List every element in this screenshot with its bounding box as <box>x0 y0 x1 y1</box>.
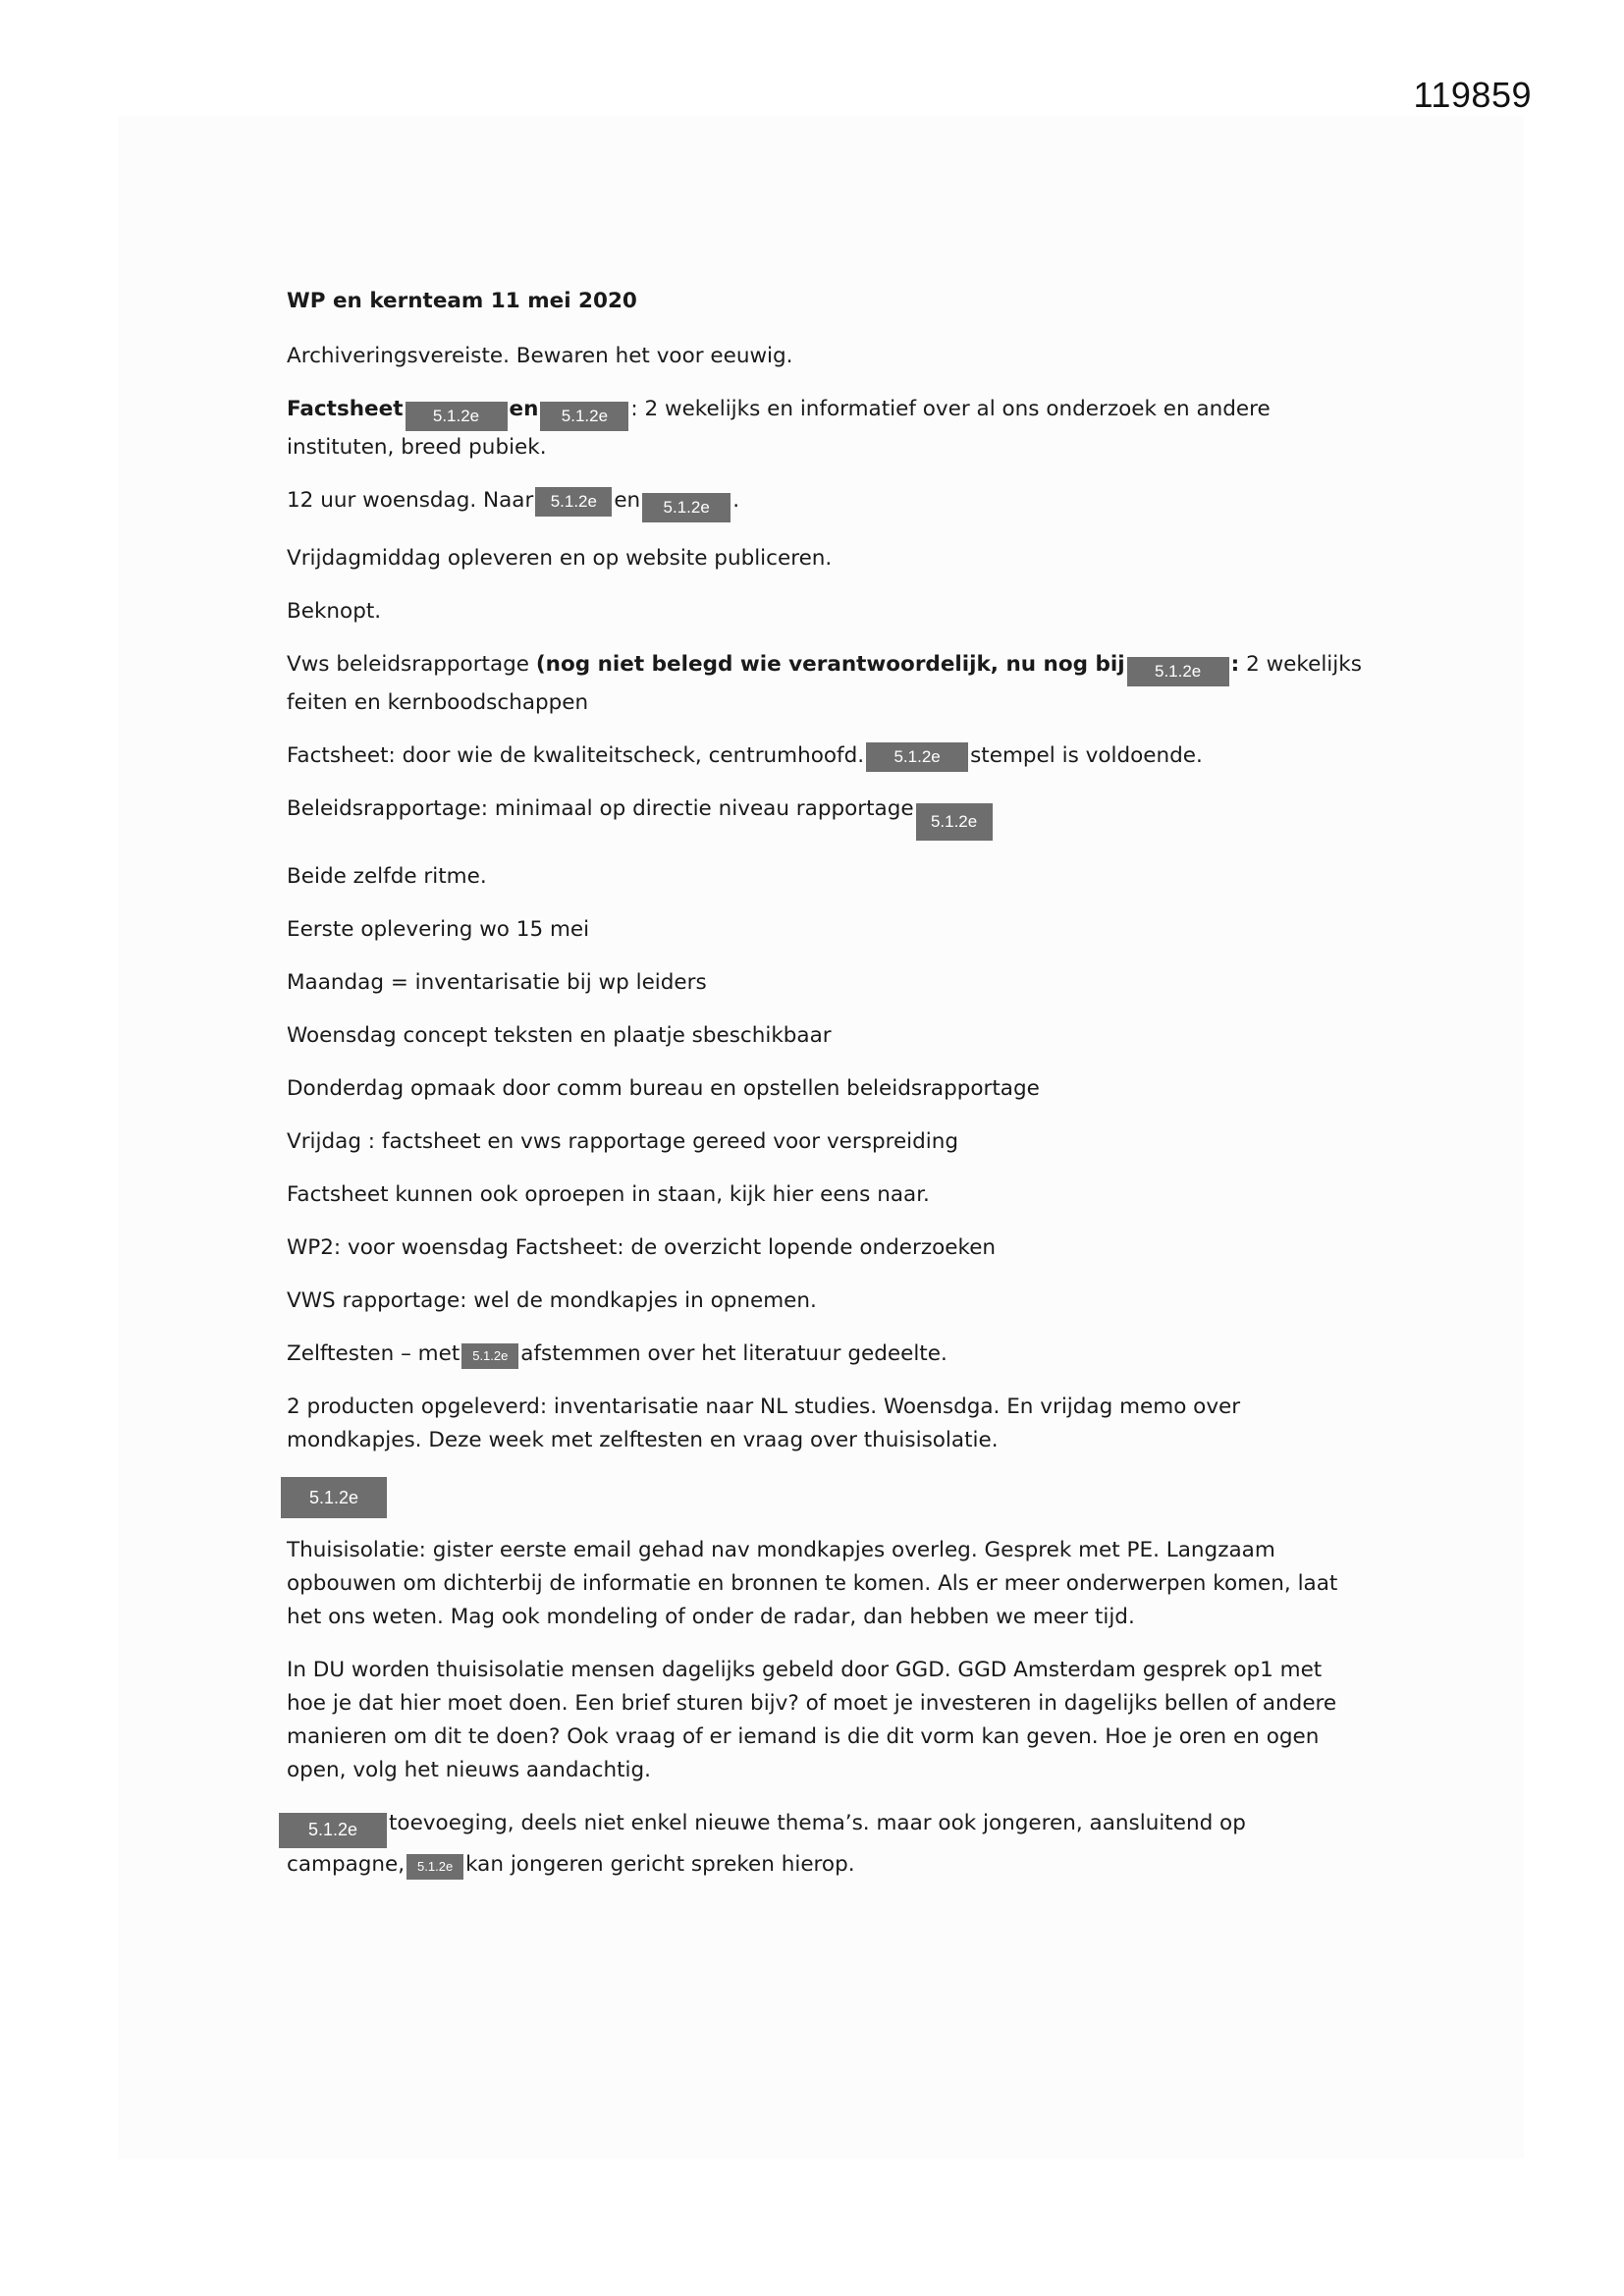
paragraph-vws <box>287 648 1367 720</box>
factsheet-text: : 2 wekelijks en informatief over al ons onderzoek en andere <box>630 397 1271 421</box>
paragraph-factsheet <box>287 393 1367 465</box>
redaction-box: 5.1.2e <box>540 402 628 431</box>
redaction-box: 5.1.2e <box>461 1343 518 1369</box>
beleids-text: Beleidsrapportage: minimaal op directie niveau rapportage <box>287 796 914 821</box>
factsheet-en: en <box>509 397 539 421</box>
paragraph-wednesday-noon <box>287 484 1367 522</box>
vws-bold: (nog niet belegd wie verantwoordelijk, nu nog bij <box>535 652 1125 677</box>
wed-noon-end: . <box>732 488 740 513</box>
paragraph-friday: Vrijdag : factsheet en vws rapportage gereed voor verspreiding <box>287 1129 959 1154</box>
paragraph-youth <box>287 1807 1269 1882</box>
redaction-box: 5.1.2e <box>642 493 731 522</box>
vws-colon: : <box>1230 652 1240 677</box>
redaction-box: 5.1.2e <box>281 1477 387 1518</box>
paragraph-thursday: Donderdag opmaak door comm bureau en opstellen beleidsrapportage <box>287 1076 1040 1101</box>
redaction-box: 5.1.2e <box>406 1854 463 1880</box>
selftest-text-2: afstemmen over het literatuur gedeelte. <box>520 1341 947 1366</box>
paragraph-wp2: WP2: voor woensdag Factsheet: de overzicht lopende onderzoeken <box>287 1235 997 1260</box>
paragraph-du: In DU worden thuisisolatie mensen dagelijks gebeld door GGD. GGD Amsterdam gesprek op1 met hoe je dat hier moet doen. Een brief sturen bijv? of moet je investeren in dagelijks bellen of andere manieren om dit te doen? Ook vraag of er iemand is die dit vorm kan geven. Hoe je oren en ogen open, volg het nieuws aandachtig. <box>287 1658 1337 1782</box>
document-body <box>287 285 1367 1901</box>
fs-check-text: Factsheet: door wie de kwaliteitscheck, centrumhoofd. <box>287 743 865 768</box>
paragraph-calls: Factsheet kunnen ook oproepen in staan, kijk hier eens naar. <box>287 1182 930 1207</box>
youth-text: toevoeging, deels niet enkel nieuwe thema’s. maar ook jongeren, aansluitend op campagne, <box>287 1811 1246 1877</box>
selftest-text: Zelftesten – met <box>287 1341 460 1366</box>
paragraph-first-delivery: Eerste oplevering wo 15 mei <box>287 917 590 942</box>
vws-rest: 2 wekelijks <box>1239 652 1362 677</box>
paragraph-rhythm: Beide zelfde ritme. <box>287 864 487 889</box>
redaction-box: 5.1.2e <box>916 803 993 841</box>
paragraph-concise: Beknopt. <box>287 599 382 624</box>
vws-line-2: feiten en kernboodschappen <box>287 690 589 715</box>
redaction-box: 5.1.2e <box>535 487 612 517</box>
paragraph-friday-publish: Vrijdagmiddag opleveren en op website publiceren. <box>287 546 833 571</box>
youth-text-2: kan jongeren gericht spreken hierop. <box>465 1852 855 1877</box>
factsheet-text-2: instituten, breed pubiek. <box>287 435 547 460</box>
paragraph-archiving: Archiveringsvereiste. Bewaren het voor eeuwig. <box>287 344 793 368</box>
paragraph-beleidsrapportage <box>287 793 1367 841</box>
redaction-box: 5.1.2e <box>1127 657 1229 686</box>
redaction-box: 5.1.2e <box>866 742 968 772</box>
paragraph-vws-masks: VWS rapportage: wel de mondkapjes in opnemen. <box>287 1288 817 1313</box>
document-title: WP en kernteam 11 mei 2020 <box>287 289 637 313</box>
paragraph-factsheet-check <box>287 739 1367 773</box>
vws-text: Vws beleidsrapportage <box>287 652 536 677</box>
document-number: 119859 <box>1413 75 1532 115</box>
factsheet-label: Factsheet <box>287 397 404 421</box>
wed-noon-en: en <box>614 488 641 513</box>
fs-check-text-2: stempel is voldoende. <box>970 743 1203 768</box>
paragraph-selftests <box>287 1338 1367 1371</box>
redaction-box: 5.1.2e <box>406 402 508 431</box>
paragraph-isolation: Thuisisolatie: gister eerste email gehad nav mondkapjes overleg. Gesprek met PE. Langzaam opbouwen om dichterbij de informatie en bronnen te komen. Als er meer onderwerpen komen, laat het ons weten. Mag ook mondeling of onder de radar, dan hebben we meer tijd. <box>287 1538 1338 1629</box>
paragraph-products: 2 producten opgeleverd: inventarisatie naar NL studies. Woensdga. En vrijdag memo over mondkapjes. Deze week met zelftesten en vraag over thuisisolatie. <box>287 1394 1241 1452</box>
paragraph-monday: Maandag = inventarisatie bij wp leiders <box>287 970 707 995</box>
wed-noon-text: 12 uur woensdag. Naar <box>287 488 534 513</box>
paragraph-wednesday: Woensdag concept teksten en plaatje sbeschikbaar <box>287 1023 832 1048</box>
redaction-box: 5.1.2e <box>279 1813 387 1848</box>
